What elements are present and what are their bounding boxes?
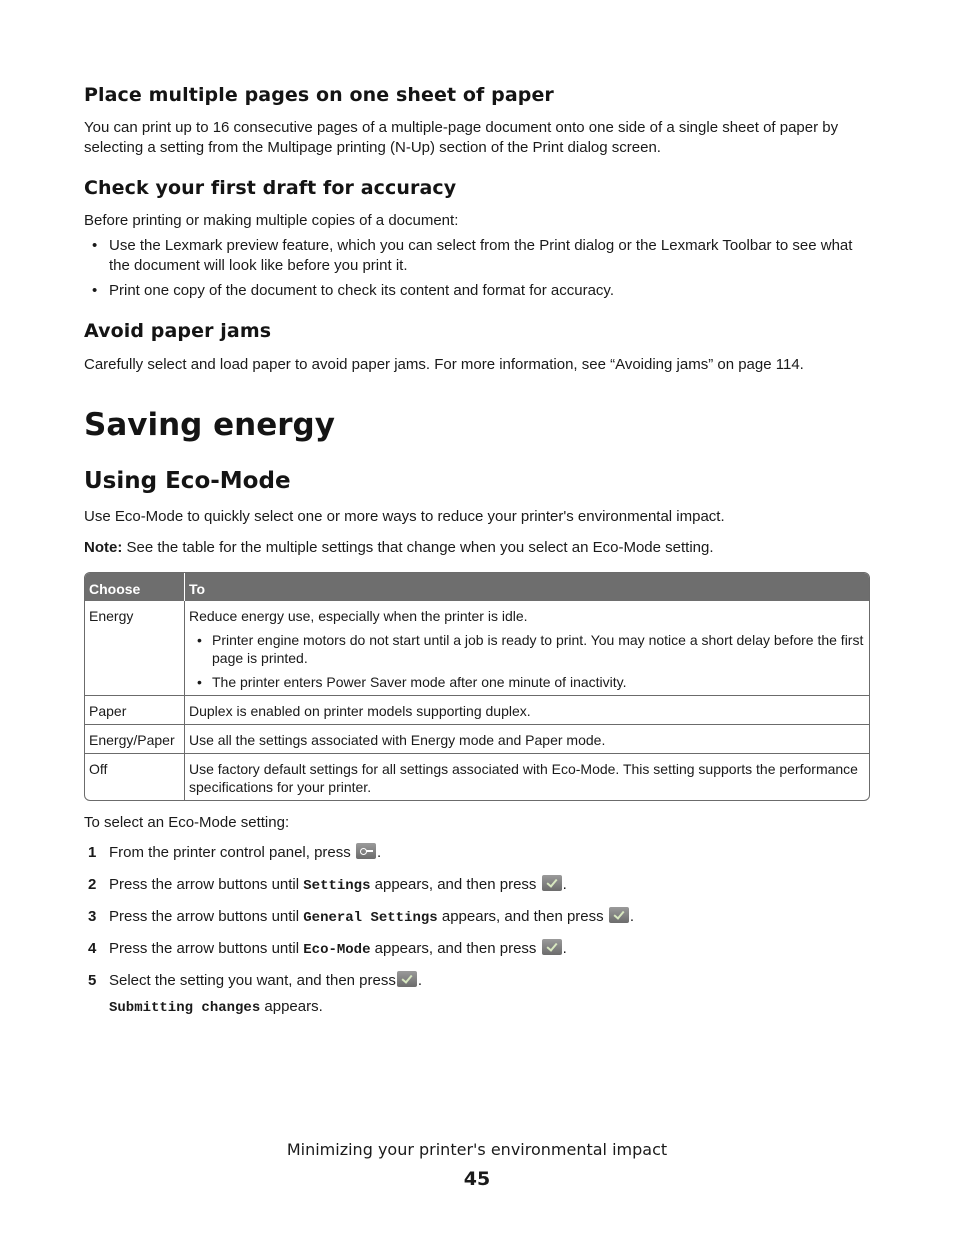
note-label: Note: [84, 539, 123, 556]
select-check-icon [542, 939, 562, 955]
table-cell-to: Use factory default settings for all settings associated with Eco-Mode. This setting supports the performance specifications for your printer. [184, 753, 869, 800]
table-cell-choose: Energy/Paper [85, 724, 184, 753]
table-cell-choose: Paper [85, 695, 184, 724]
note-text: See the table for the multiple settings that change when you select an Eco-Mode setting. [122, 539, 714, 556]
step-number: 4 [88, 940, 97, 957]
heading-first-draft: Check your first draft for accuracy [84, 177, 457, 199]
table-cell-choose: Energy [89, 608, 134, 624]
step-item: 4 Press the arrow buttons until Eco-Mode appears, and then press . [88, 940, 567, 958]
select-check-icon [609, 907, 629, 923]
list-item: • The printer enters Power Saver mode after one minute of inactivity. [197, 674, 627, 690]
first-draft-intro: Before printing or making multiple copies of a document: [84, 212, 459, 229]
footer-chapter-title: Minimizing your printer's environmental impact [286, 1140, 668, 1159]
table-row [85, 753, 869, 800]
heading-paper-jams: Avoid paper jams [84, 320, 272, 342]
table-row [85, 695, 869, 724]
table-header-to: To [184, 573, 869, 601]
table-header-choose: Choose [85, 573, 184, 601]
menu-code: General Settings [303, 910, 438, 926]
step-item: 1 From the printer control panel, press . [88, 844, 382, 861]
select-check-icon [397, 971, 417, 987]
menu-code: Eco-Mode [303, 942, 371, 958]
multiple-pages-text: You can print up to 16 consecutive pages of a multiple-page document onto one side of a single sheet of paper by selecting a setting from the Multipage printing (N-Up) section of the Print dialog screen. [84, 119, 839, 156]
bullet-icon: • [197, 674, 202, 690]
step-item: 2 Press the arrow buttons until Settings appears, and then press . [88, 876, 567, 894]
menu-code: Settings [303, 878, 371, 894]
heading-multiple-pages: Place multiple pages on one sheet of paper [84, 84, 554, 106]
bullet-icon: • [92, 237, 98, 254]
bullet-icon: • [92, 282, 98, 299]
table-cell-to: Reduce energy use, especially when the printer is idle. • Printer engine motors do not start until a job is ready to print. You may notice a short delay before the first page is printed. • The printer enters Power Saver mode after one minute of inactivity. [184, 601, 869, 695]
list-item: • Printer engine motors do not start until a job is ready to print. You may notice a short delay before the first page is printed. [197, 632, 864, 666]
eco-mode-steps [84, 843, 870, 1018]
step-number: 1 [88, 844, 97, 861]
step-number: 3 [88, 908, 97, 925]
eco-mode-intro: Use Eco-Mode to quickly select one or more ways to reduce your printer's environmental impact. [84, 508, 725, 525]
list-item: • Print one copy of the document to check its content and format for accuracy. [92, 282, 614, 299]
select-intro: To select an Eco-Mode setting: [84, 814, 290, 831]
select-check-icon [542, 875, 562, 891]
step-number: 5 [88, 972, 97, 989]
list-item: • Use the Lexmark preview feature, which you can select from the Print dialog or the Lexmark Toolbar to see what the document will look like before you print it. [92, 237, 853, 274]
menu-key-icon [356, 843, 376, 859]
eco-mode-table [84, 572, 870, 801]
step-number: 2 [88, 876, 97, 893]
paper-jams-text: Carefully select and load paper to avoid paper jams. For more information, see “Avoiding jams” on page 114. [84, 356, 804, 373]
menu-code: Submitting changes [109, 1000, 261, 1016]
step-item: 5 Select the setting you want, and then press . Submitting changes appears. [84, 971, 870, 1018]
table-row [85, 724, 869, 753]
table-cell-choose: Off [85, 753, 184, 800]
page-title-saving-energy: Saving energy [84, 407, 335, 443]
energy-bullets [189, 631, 865, 691]
first-draft-bullets [84, 236, 874, 306]
step-result: Submitting changes appears. [109, 998, 323, 1016]
table-cell-to: Use all the settings associated with Energy mode and Paper mode. [184, 724, 869, 753]
step-item: 3 Press the arrow buttons until General Settings appears, and then press . [88, 908, 634, 926]
page-number: 45 [463, 1168, 491, 1190]
table-row [85, 601, 869, 695]
heading-eco-mode: Using Eco-Mode [84, 468, 291, 494]
eco-mode-note [84, 538, 874, 558]
table-cell-to: Duplex is enabled on printer models supporting duplex. [184, 695, 869, 724]
bullet-icon: • [197, 632, 202, 648]
